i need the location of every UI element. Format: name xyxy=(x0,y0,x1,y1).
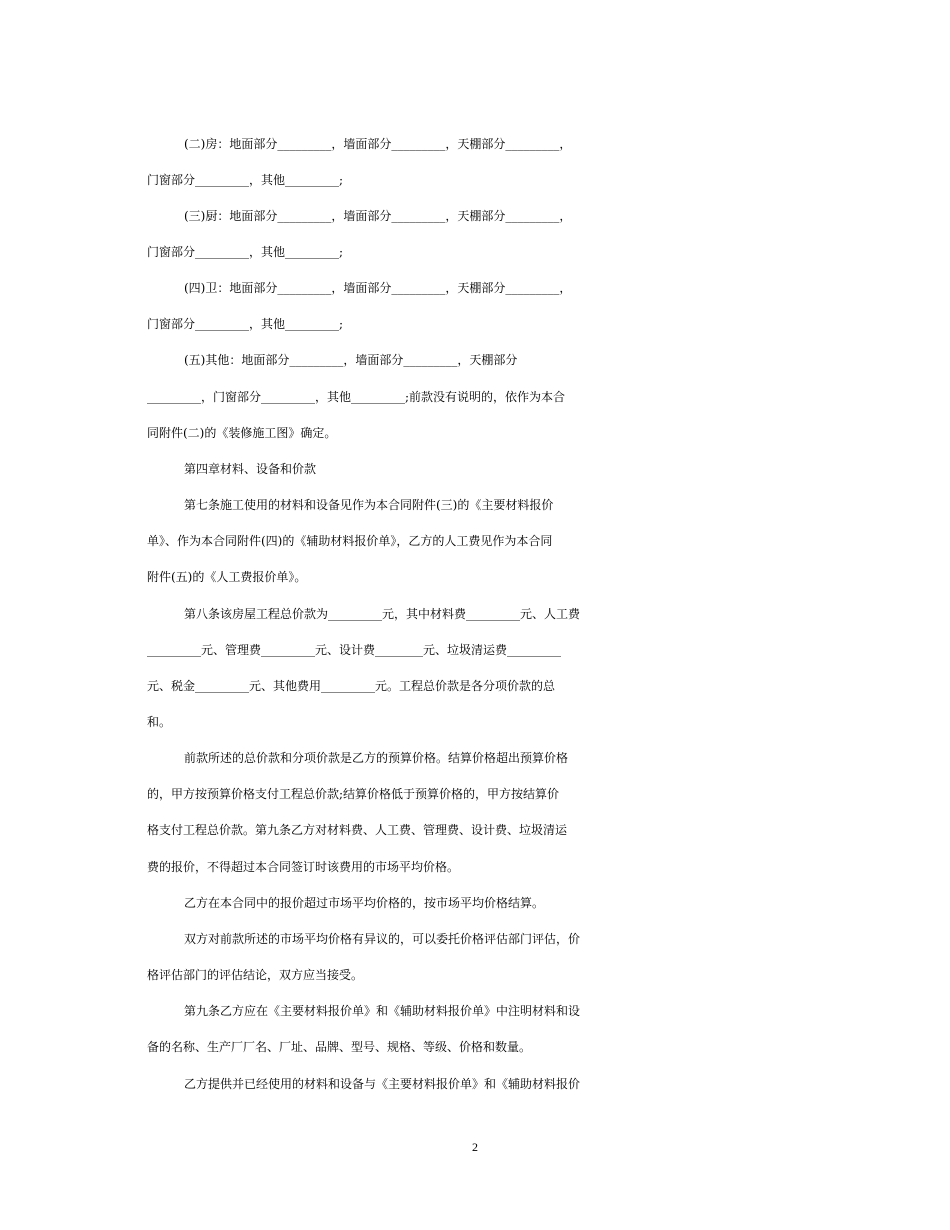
page-number: 2 xyxy=(472,1140,478,1154)
text-line: (三)厨：地面部分_________，墙面部分_________，天棚部分_________， xyxy=(184,209,572,223)
text-line: 门窗部分_________，其他_________; xyxy=(147,173,344,187)
text-line: 双方对前款所述的市场平均价格有异议的，可以委托价格评估部门评估，价 xyxy=(184,932,581,946)
text-line: 格评估部门的评估结论，双方应当接受。 xyxy=(147,968,364,982)
text-line: 的，甲方按预算价格支付工程总价款;结算价格低于预算价格的，甲方按结算价 xyxy=(147,787,560,801)
text-line: 第九条乙方应在《主要材料报价单》和《辅助材料报价单》中注明材料和设 xyxy=(184,1004,581,1018)
text-line: 单》、作为本合同附件(四)的《辅助材料报价单》，乙方的人工费见作为本合同 xyxy=(147,534,553,548)
text-line: 备的名称、生产厂厂名、厂址、品牌、型号、规格、等级、价格和数量。 xyxy=(147,1040,532,1054)
chapter-heading: 第四章材料、设备和价款 xyxy=(184,462,317,476)
text-line: 元、税金_________元、其他费用_________元。工程总价款是各分项价款的总 xyxy=(147,679,556,693)
text-line: _________，门窗部分_________，其他_________;前款没有说明的，依作为本合 xyxy=(147,390,566,404)
text-line: 门窗部分_________，其他_________; xyxy=(147,245,344,259)
text-line: 第七条施工使用的材料和设备见作为本合同附件(三)的《主要材料报价 xyxy=(184,498,554,512)
text-line: 第八条该房屋工程总价款为_________元，其中材料费_________元、人工费 xyxy=(184,607,581,621)
text-line: 同附件(二)的《装修施工图》确定。 xyxy=(147,426,337,440)
text-line: 乙方提供并已经使用的材料和设备与《主要材料报价单》和《辅助材料报价 xyxy=(184,1077,581,1091)
text-line: (四)卫：地面部分_________，墙面部分_________，天棚部分_________， xyxy=(184,281,572,295)
text-line: 和。 xyxy=(147,715,172,729)
text-line: 乙方在本合同中的报价超过市场平均价格的，按市场平均价格结算。 xyxy=(184,896,545,910)
text-line: 前款所述的总价款和分项价款是乙方的预算价格。结算价格超出预算价格 xyxy=(184,751,569,765)
text-line: (五)其他：地面部分_________，墙面部分_________，天棚部分 xyxy=(184,353,518,367)
text-line: (二)房：地面部分_________，墙面部分_________，天棚部分_________， xyxy=(184,137,572,151)
text-line: 格支付工程总价款。第九条乙方对材料费、人工费、管理费、设计费、垃圾清运 xyxy=(147,823,568,837)
text-line: 门窗部分_________，其他_________; xyxy=(147,317,344,331)
text-line: 附件(五)的《人工费报价单》。 xyxy=(147,570,307,584)
text-line: _________元、管理费_________元、设计费________元、垃圾清运费_________ xyxy=(147,643,562,657)
text-line: 费的报价，不得超过本合同签订时该费用的市场平均价格。 xyxy=(147,860,460,874)
